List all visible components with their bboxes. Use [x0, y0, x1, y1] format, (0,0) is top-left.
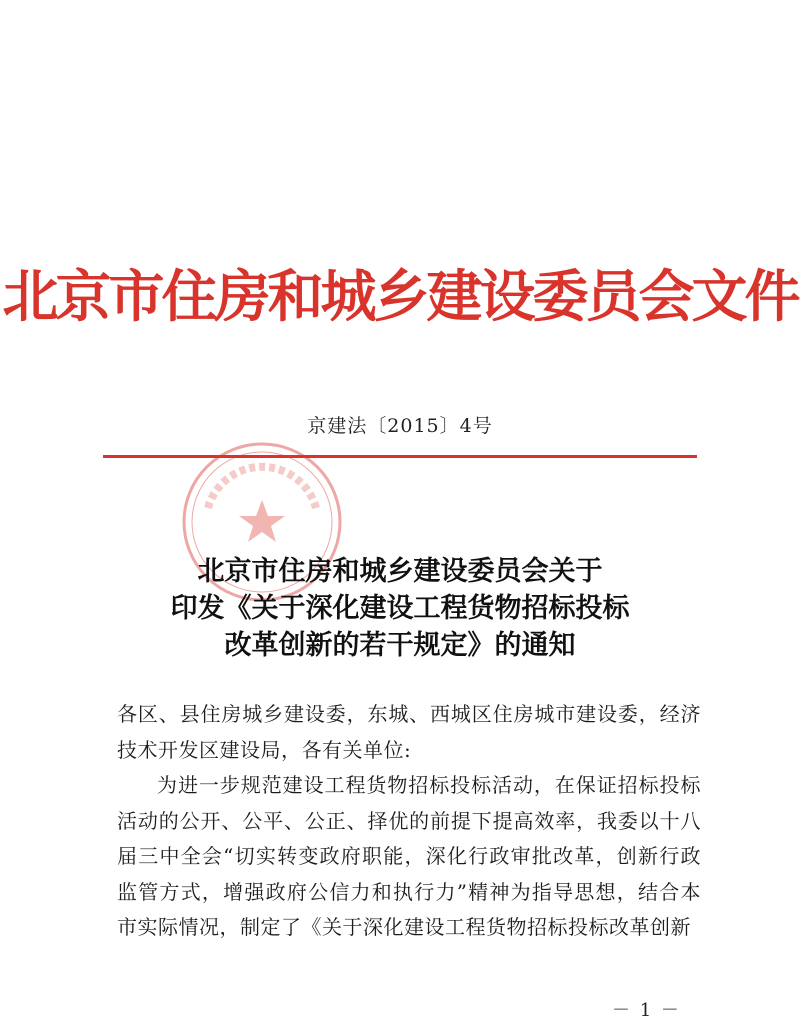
title-line-2: 印发《关于深化建设工程货物招标投标: [170, 593, 630, 624]
document-number: 京建法〔2015〕4号: [307, 415, 493, 437]
title-line-3: 改革创新的若干规定》的通知: [224, 630, 576, 661]
red-divider-line: [103, 455, 697, 458]
title-line-1: 北京市住房和城乡建设委员会关于: [197, 556, 603, 587]
addressee-line: 各区、县住房城乡建设委，东城、西城区住房城市建设委，经济技术开发区建设局，各有关单位:: [117, 702, 701, 762]
notice-title: [0, 553, 800, 664]
issuing-authority-header: 北京市住房和城乡建设委员会文件: [2, 265, 798, 330]
document-body: [117, 697, 701, 946]
body-paragraph: 为进一步规范建设工程货物招标投标活动，在保证招标投标活动的公开、公平、公正、择优的前提下提高效率，我委以十八届三中全会“切实转变政府职能，深化行政审批改革，创新行政监管方式，增强政府公信力和执行力”精神为指导思想，结合本市实际情况，制定了《关于深化建设工程货物招标投标改革创新: [117, 773, 701, 939]
page-number: － 1 －: [612, 1000, 681, 1021]
